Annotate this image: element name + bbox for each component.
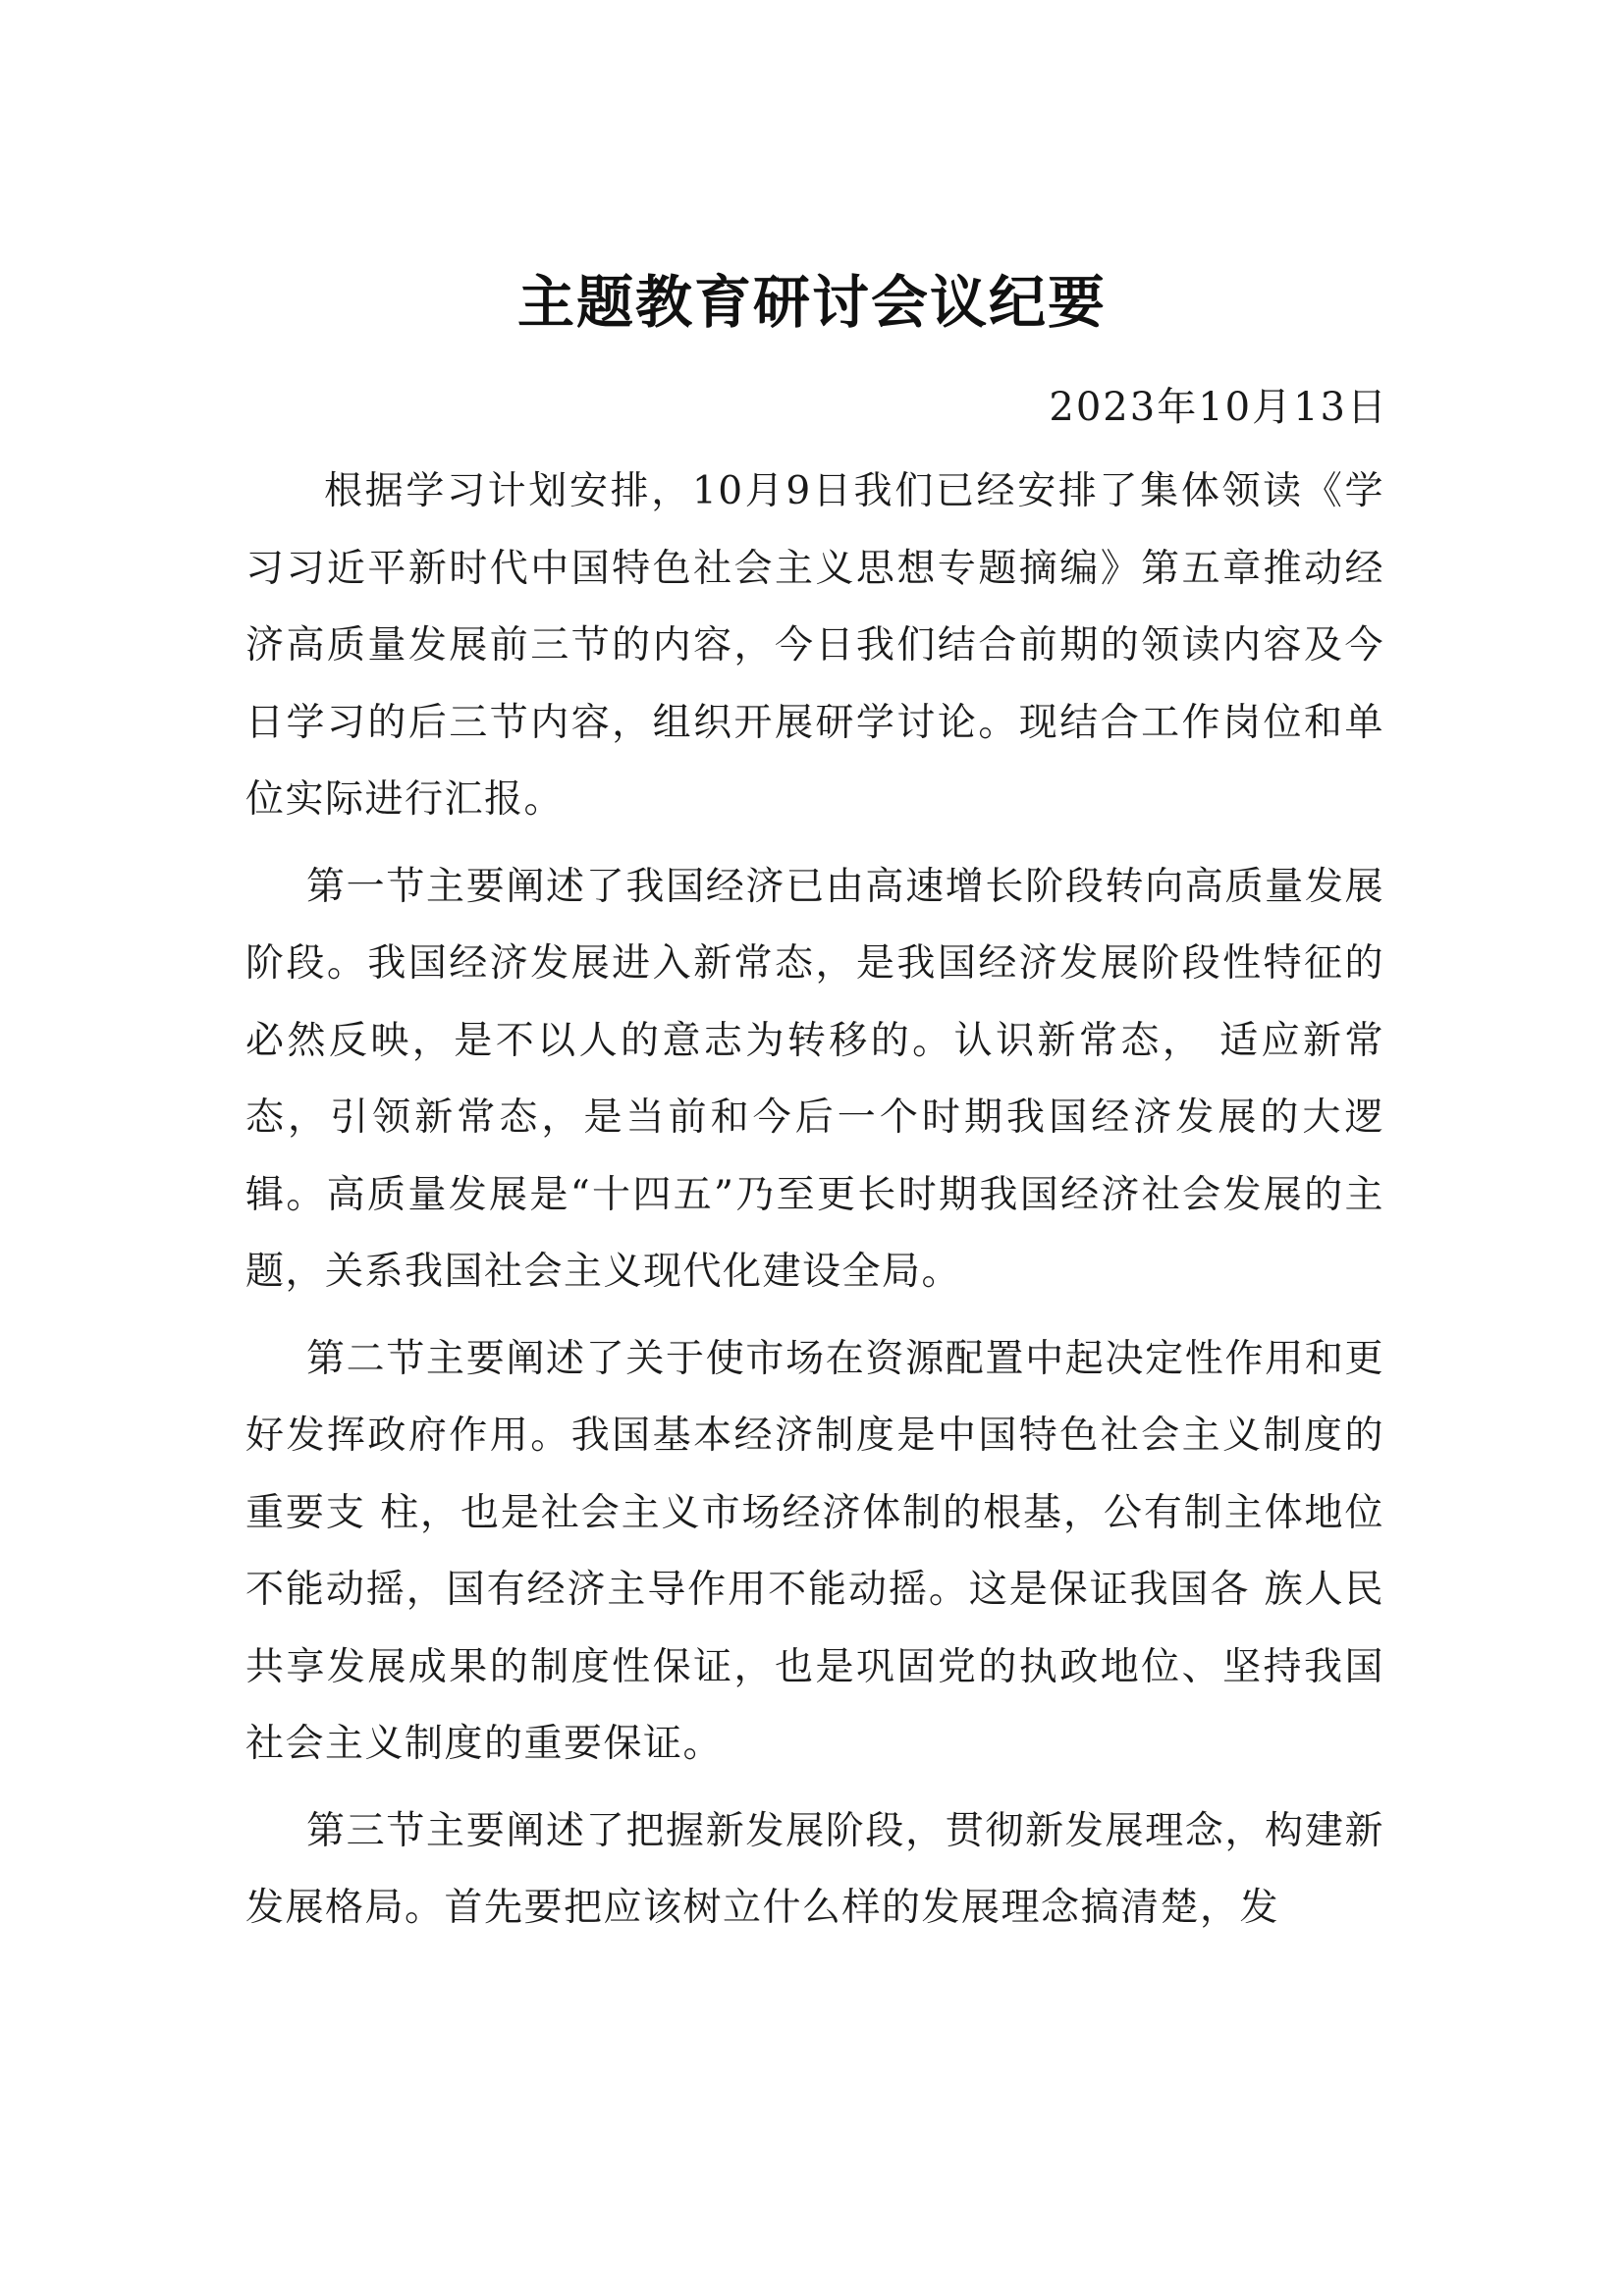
paragraph-section-2: 第二节主要阐述了关于使市场在资源配置中起决定性作用和更好发挥政府作用。我国基本经济制度是中国特色社会主义制度的重要支 柱，也是社会主义市场经济体制的根基，公有制主体地位 不能动摇，国有经济主导作用不能动摇。这是保证我国各 族人民共享发展成果的制度性保证，也是巩固党的执政地位、坚持我国社会主义制度的重要保证。 bbox=[245, 1336, 1384, 1766]
paragraph-section-3: 第三节主要阐述了把握新发展阶段，贯彻新发展理念，构建新发展格局。首先要把应该树立什么样的发展理念搞清楚，发 bbox=[245, 1808, 1384, 1930]
paragraph-section-1: 第一节主要阐述了我国经济已由高速增长阶段转向高质量发展阶段。我国经济发展进入新常态，是我国经济发展阶段性特征的必然反映，是不以人的意志为转移的。认识新常态， 适应新常态，引领新常态，是当前和今后一个时期我国经济发展的大逻辑。高质量发展是“十四五”乃至更长时期我国经济社会发展的主题，关系我国社会主义现代化建设全局。 bbox=[245, 864, 1384, 1294]
document-date: 2023年10月13日 bbox=[1049, 385, 1388, 430]
document-body bbox=[245, 454, 1384, 1957]
document-title: 主题教育研讨会议纪要 bbox=[516, 269, 1107, 336]
paragraph-intro: 根据学习计划安排，10月9日我们已经安排了集体领读《学习习近平新时代中国特色社会主义思想专题摘编》第五章推动经济高质量发展前三节的内容，今日我们结合前期的领读内容及今日学习的后三节内容，组织开展研学讨论。现结合工作岗位和单位实际进行汇报。 bbox=[245, 469, 1384, 822]
